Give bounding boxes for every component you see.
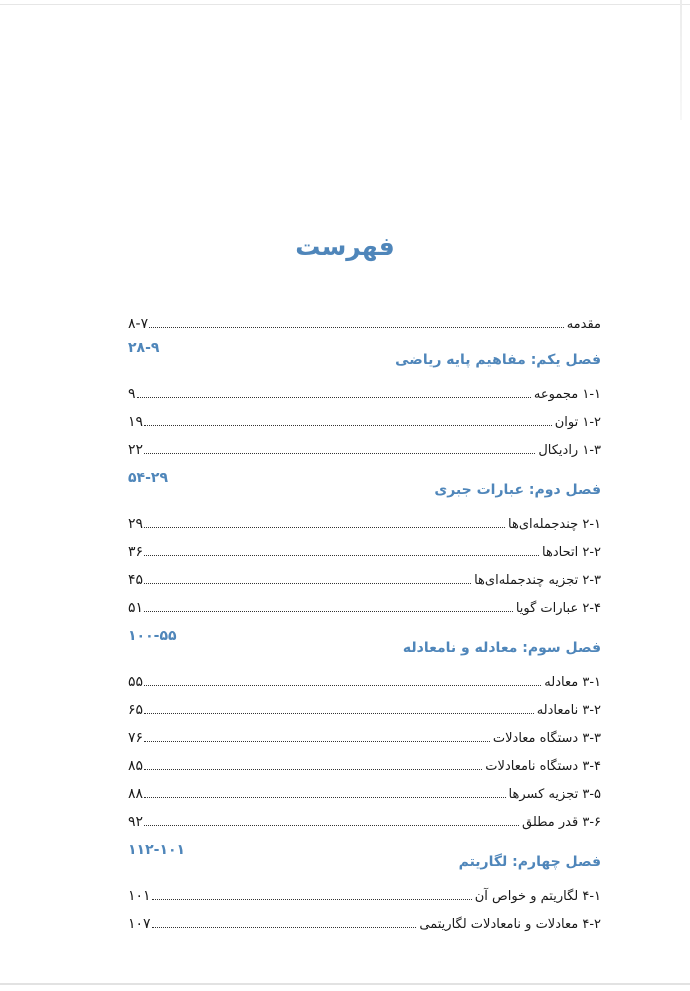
toc-entry-page: ۱۰۷ [128, 916, 151, 932]
toc-entry-label: ۱-۳ رادیکال [538, 443, 601, 458]
toc-entry [128, 668, 601, 690]
toc-entry-page: ۹۲ [128, 814, 144, 830]
toc-entry [128, 436, 601, 458]
toc-entry-page: ۲۹ [128, 516, 144, 532]
table-of-contents [128, 310, 601, 938]
toc-entry-page: ۷۶ [128, 730, 144, 746]
chapter-heading-1 [128, 340, 601, 368]
scan-edge-bottom [0, 983, 690, 985]
chapter-title: فصل دوم: عبارات جبری [434, 482, 601, 498]
dot-leader [144, 425, 552, 426]
dot-leader [144, 583, 471, 584]
toc-entry-label: ۲-۴ عبارات گویا [515, 601, 601, 616]
dot-leader [144, 769, 482, 770]
toc-entry-label: ۱-۱ مجموعه [533, 387, 601, 402]
toc-entry-label: ۳-۳ دستگاه معادلات [492, 731, 601, 746]
chapter-title: فصل چهارم: لگاریتم [458, 854, 601, 870]
toc-entry-page: ۸۸ [128, 786, 144, 802]
toc-entry [128, 538, 601, 560]
toc-entry-page: ۴۵ [128, 572, 144, 588]
toc-entry-page: ۱۰۱ [128, 888, 151, 904]
toc-entry-page: ۱۹ [128, 414, 144, 430]
dot-leader [137, 397, 531, 398]
toc-entry-label: ۴-۲ معادلات و نامعادلات لگاریتمی [419, 917, 601, 932]
chapter-title: فصل سوم: معادله و نامعادله [402, 640, 601, 656]
dot-leader [144, 685, 541, 686]
chapter-heading-4 [128, 842, 601, 870]
toc-entry-label: ۳-۶ قدر مطلق [521, 815, 601, 830]
toc-entry [128, 752, 601, 774]
dot-leader [144, 453, 535, 454]
toc-entry-label: ۲-۳ تجزیه چندجمله‌ای‌ها [474, 573, 601, 588]
chapter-page-range: ۵۴-۲۹ [128, 470, 168, 486]
toc-entry-label: مقدمه [566, 317, 601, 332]
page-title: فهرست [295, 232, 395, 261]
chapter-title: فصل یکم: مفاهیم پایه ریاضی [395, 352, 601, 368]
dot-leader [152, 899, 472, 900]
toc-entry [128, 510, 601, 532]
toc-entry-page: ۶۵ [128, 702, 144, 718]
toc-entry [128, 408, 601, 430]
dot-leader [144, 527, 505, 528]
toc-entry-page: ۸۵ [128, 758, 144, 774]
scan-edge-right [680, 0, 682, 120]
chapter-page-range: ۲۸-۹ [128, 340, 160, 356]
dot-leader [144, 797, 505, 798]
dot-leader [152, 927, 417, 928]
toc-entry-label: ۳-۵ تجزیه کسرها [508, 787, 601, 802]
toc-entry [128, 594, 601, 616]
dot-leader [144, 741, 490, 742]
toc-entry-label: ۲-۲ اتحادها [542, 545, 601, 560]
dot-leader [144, 713, 534, 714]
toc-entry [128, 882, 601, 904]
toc-entry-page: ۵۵ [128, 674, 144, 690]
toc-entry [128, 566, 601, 588]
dot-leader [144, 555, 539, 556]
toc-entry-label: ۳-۴ دستگاه نامعادلات [485, 759, 601, 774]
toc-entry-page: ۵۱ [128, 600, 144, 616]
chapter-page-range: ۱۰۰-۵۵ [128, 628, 177, 644]
toc-entry-intro [128, 310, 601, 332]
dot-leader [149, 327, 564, 328]
toc-entry [128, 808, 601, 830]
dot-leader [144, 611, 513, 612]
toc-entry [128, 696, 601, 718]
chapter-page-range: ۱۱۲-۱۰۱ [128, 842, 186, 858]
toc-entry-page: ۳۶ [128, 544, 144, 560]
toc-entry [128, 724, 601, 746]
toc-entry-page: ۸-۷ [128, 316, 149, 332]
toc-entry-page: ۹ [128, 386, 136, 402]
toc-entry [128, 380, 601, 402]
chapter-heading-2 [128, 470, 601, 498]
toc-entry-page: ۲۲ [128, 442, 144, 458]
toc-entry-label: ۳-۱ معادله [544, 675, 601, 690]
dot-leader [144, 825, 519, 826]
scan-edge-top [0, 4, 690, 5]
toc-entry [128, 910, 601, 932]
toc-entry-label: ۱-۲ توان [554, 415, 601, 430]
toc-entry-label: ۲-۱ چندجمله‌ای‌ها [508, 517, 601, 532]
toc-entry [128, 780, 601, 802]
toc-entry-label: ۳-۲ نامعادله [536, 703, 601, 718]
toc-entry-label: ۴-۱ لگاریتم و خواص آن [474, 889, 601, 904]
chapter-heading-3 [128, 628, 601, 656]
